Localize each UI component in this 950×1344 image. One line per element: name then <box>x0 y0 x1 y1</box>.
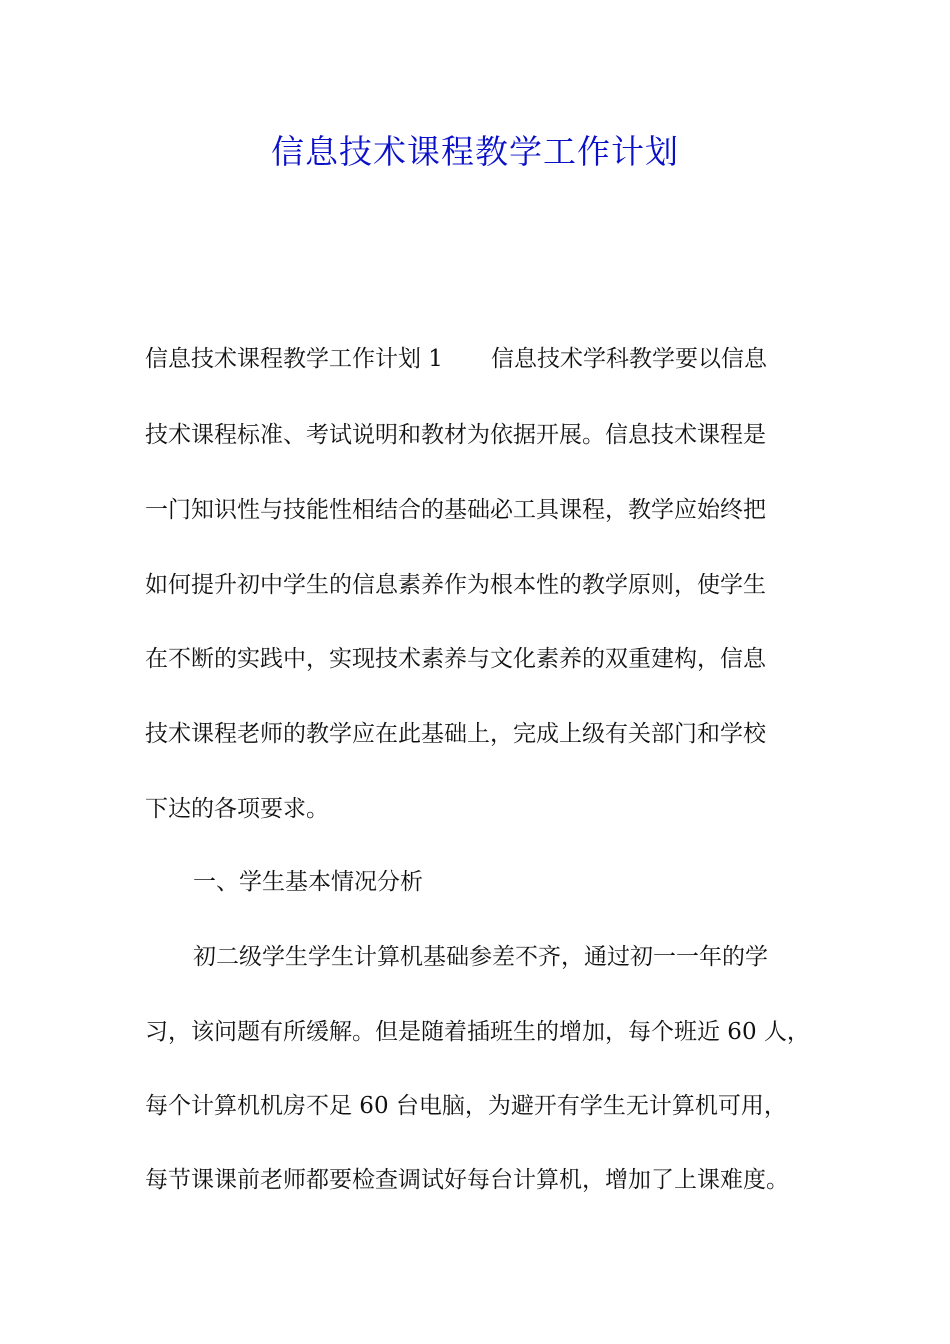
paragraph-line: 如何提升初中学生的信息素养作为根本性的教学原则，使学生 <box>145 572 766 598</box>
paragraph-line: 习，该问题有所缓解。但是随着插班生的增加，每个班近 60 人， <box>145 1019 810 1045</box>
line-text: 信息技术学科教学要以信息 <box>490 346 767 372</box>
paragraph-line: 在不断的实践中，实现技术素养与文化素养的双重建构，信息 <box>145 646 766 672</box>
section-heading: 一、学生基本情况分析 <box>193 869 423 895</box>
paragraph-line <box>145 341 835 377</box>
section-heading-inline: 信息技术课程教学工作计划 1 <box>145 346 443 372</box>
paragraph-line: 下达的各项要求。 <box>145 796 329 822</box>
paragraph-line: 技术课程标准、考试说明和教材为依据开展。信息技术课程是 <box>145 422 766 448</box>
paragraph-line: 初二级学生学生计算机基础参差不齐，通过初一一年的学 <box>193 944 768 970</box>
paragraph-line: 每节课课前老师都要检查调试好每台计算机，增加了上课难度。 <box>145 1167 789 1193</box>
paragraph-line: 每个计算机机房不足 60 台电脑，为避开有学生无计算机可用， <box>145 1093 787 1119</box>
paragraph-line: 技术课程老师的教学应在此基础上，完成上级有关部门和学校 <box>145 721 766 747</box>
paragraph-line: 一门知识性与技能性相结合的基础必工具课程，教学应始终把 <box>145 497 766 523</box>
document-title: 信息技术课程教学工作计划 <box>271 132 679 171</box>
